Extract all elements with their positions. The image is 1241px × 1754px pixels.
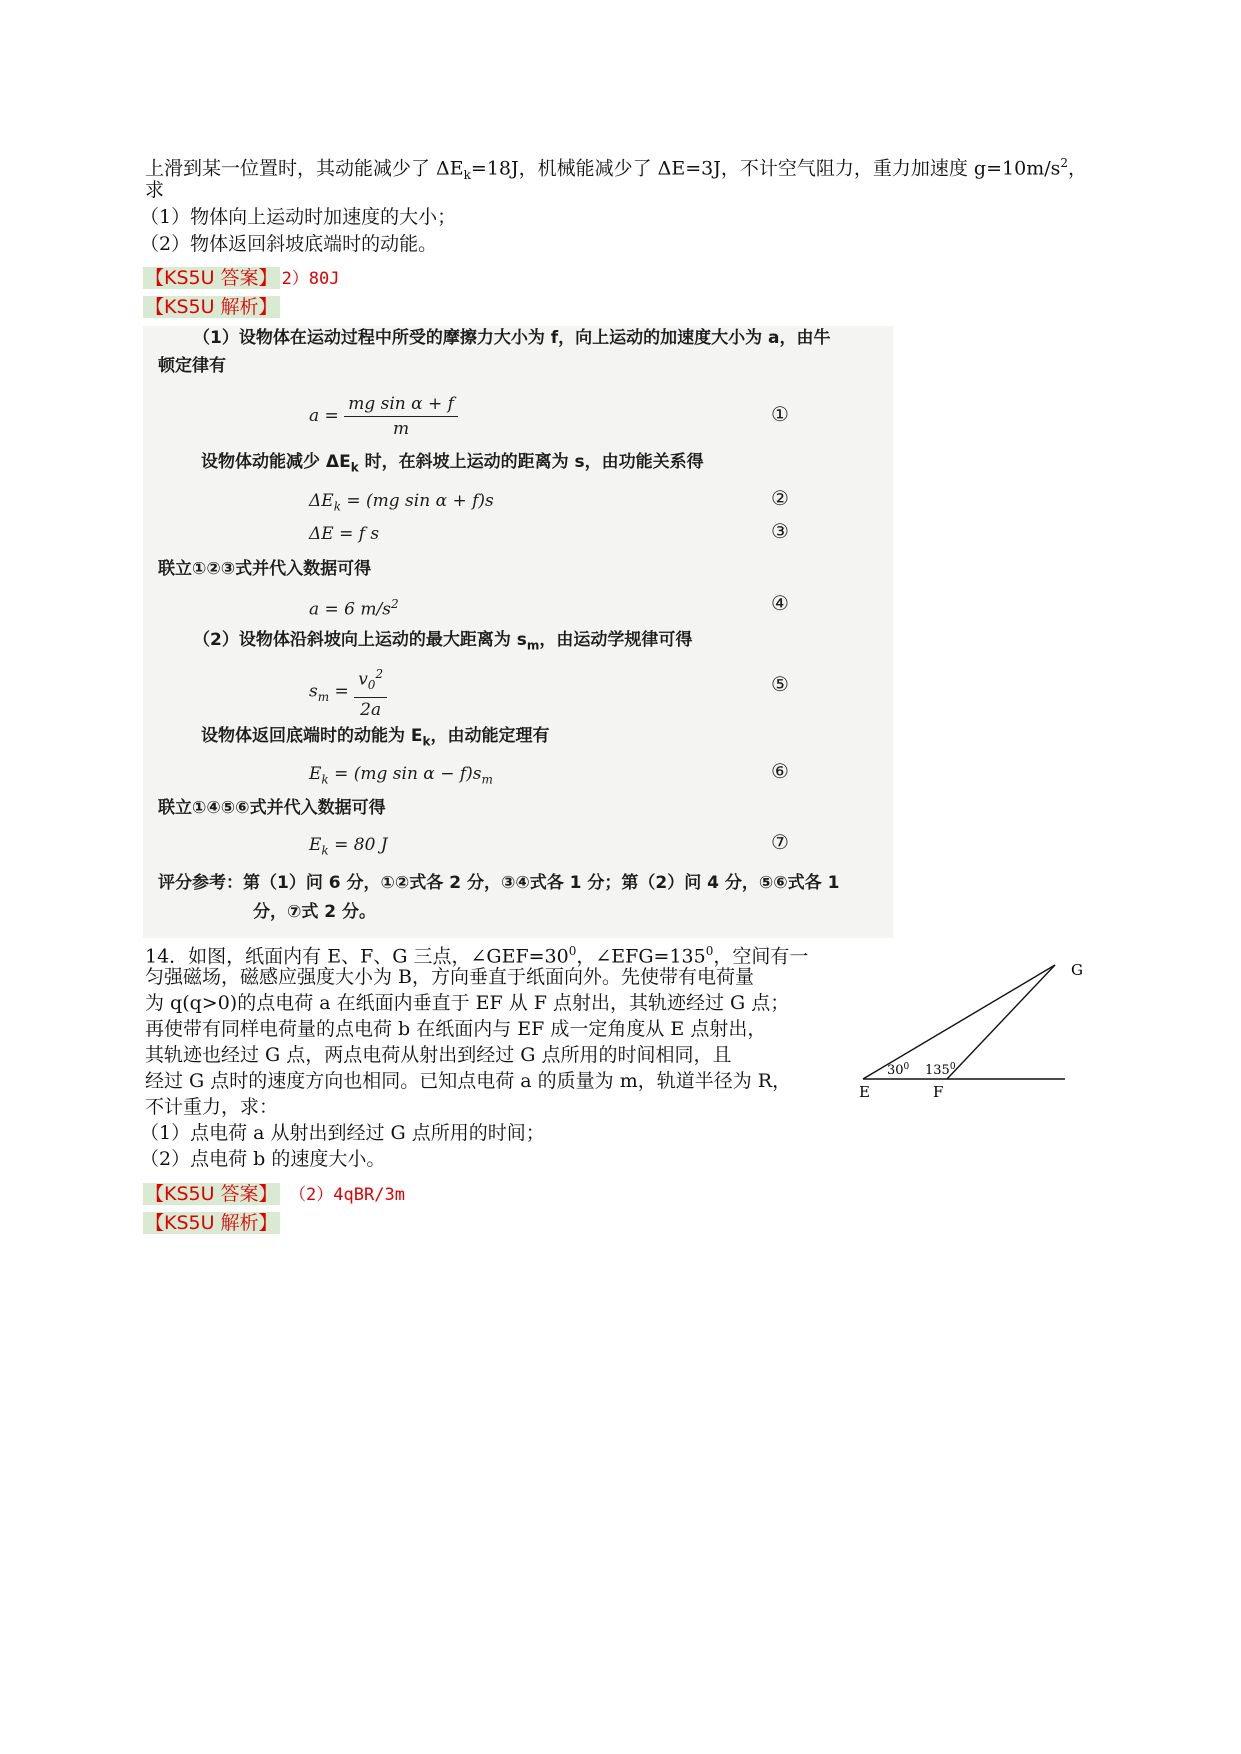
equation-6: $E_k = (mg$ $\sin \alpha - f)s_m$ [309, 764, 493, 787]
problem14-line: 再使带有同样电荷量的点电荷 b 在纸面内与 EF 成一定角度从 E 点射出， [145, 1018, 767, 1040]
problem14-question2: （2）点电荷 b 的速度大小。 [140, 1148, 386, 1170]
analysis-label: 【KS5U 解析】 [145, 1212, 278, 1234]
problem14-line: 其轨迹也经过 G 点，两点电荷从射出到经过 G 点所用的时间相同，且 [145, 1044, 732, 1066]
equation-5: $s_m$ = $\frac{v_0^2}{2a}$ [309, 662, 387, 722]
scan-line: 联立①④⑤⑥式并代入数据可得 [158, 798, 386, 818]
problem14-line: 匀强磁场，磁感应强度大小为 B，方向垂直于纸面向外。先使带有电荷量 [145, 966, 755, 988]
problem14-question1: （1）点电荷 a 从射出到经过 G 点所用的时间； [140, 1122, 545, 1144]
scan-line: 设物体动能减少 $\Delta E_k$ 时，在斜坡上运动的距离为 s，由功能关系得 [201, 452, 704, 475]
equation-number: ② [771, 486, 789, 510]
equation-number: ⑤ [771, 672, 789, 696]
scan-line: 联立①②③式并代入数据可得 [158, 559, 372, 579]
analysis-label: 【KS5U 解析】 [145, 296, 278, 318]
problem13-line2: 求 [145, 179, 165, 201]
answer-tag-14 [143, 1182, 405, 1206]
scan-line: 设物体返回底端时的动能为 $E_k$，由动能定理有 [201, 726, 550, 749]
scan-line: 评分参考：第（1）问 6 分，①②式各 2 分，③④式各 1 分；第（2）问 4 分，⑤⑥式各 1 [158, 873, 840, 893]
line-fg [947, 965, 1055, 1079]
scan-line: 顿定律有 [158, 356, 226, 376]
label-f: F [933, 1083, 944, 1101]
analysis-tag-13 [143, 295, 280, 319]
problem14-line: 不计重力，求： [145, 1096, 279, 1118]
equation-number: ④ [771, 591, 789, 615]
problem14-line: 经过 G 点时的速度方向也相同。已知点电荷 a 的质量为 m，轨道半径为 R， [145, 1070, 792, 1092]
label-e: E [859, 1083, 870, 1101]
angle-e-label: $30^0$ [887, 1062, 910, 1078]
equation-number: ⑦ [771, 830, 789, 854]
angle-f-label: $135^0$ [925, 1062, 956, 1078]
equation-1: a = $\frac{\text{mg sin α + f}}{m}$ [309, 392, 458, 441]
answer-label: 【KS5U 答案】 [145, 267, 278, 289]
answer-text: 2）80J [281, 269, 340, 289]
answer-tag-13 [143, 266, 340, 290]
triangle-diagram [855, 955, 1085, 1110]
equation-number: ③ [771, 519, 789, 543]
equation-number: ① [771, 402, 789, 426]
problem13-question1: （1）物体向上运动时加速度的大小； [140, 206, 457, 228]
line-eg [863, 965, 1055, 1079]
problem13-question2: （2）物体返回斜坡底端时的动能。 [140, 233, 438, 255]
equation-number: ⑥ [771, 759, 789, 783]
equation-2: $\Delta E_k = (mg$ sin α + f)s [309, 491, 494, 514]
equation-7: $E_k = 80$ J [309, 835, 388, 858]
equation-4: a = 6 $m/s^2$ [309, 597, 399, 620]
problem14-line: 为 q(q>0)的点电荷 a 在纸面内垂直于 EF 从 F 点射出，其轨迹经过 G 点； [145, 992, 790, 1014]
scan-line: 分，⑦式 2 分。 [253, 902, 377, 922]
equation-3: ΔE = f s [309, 524, 380, 544]
scan-line: （1）设物体在运动过程中所受的摩擦力大小为 f，向上运动的加速度大小为 a，由牛 [193, 328, 831, 348]
scanned-solution [143, 326, 893, 938]
answer-label: 【KS5U 答案】 [145, 1183, 278, 1205]
analysis-tag-14 [143, 1211, 280, 1235]
label-g: G [1071, 961, 1083, 979]
problem13-line1: 上滑到某一位置时，其动能减少了 $\Delta E_k=18J$，机械能减少了 ΔE=3J，不计空气阻力，重力加速度 $g=10m/s^2$， [145, 156, 1088, 183]
answer-text: （2）4qBR/3m [297, 1185, 405, 1205]
scan-line: （2）设物体沿斜坡向上运动的最大距离为 $s_m$，由运动学规律可得 [193, 630, 693, 653]
problem14-line: 14．如图，纸面内有 E、F、G 三点，$\angle GEF=30^0$，$\angle EFG=135^0$，空间有一 [145, 944, 809, 968]
